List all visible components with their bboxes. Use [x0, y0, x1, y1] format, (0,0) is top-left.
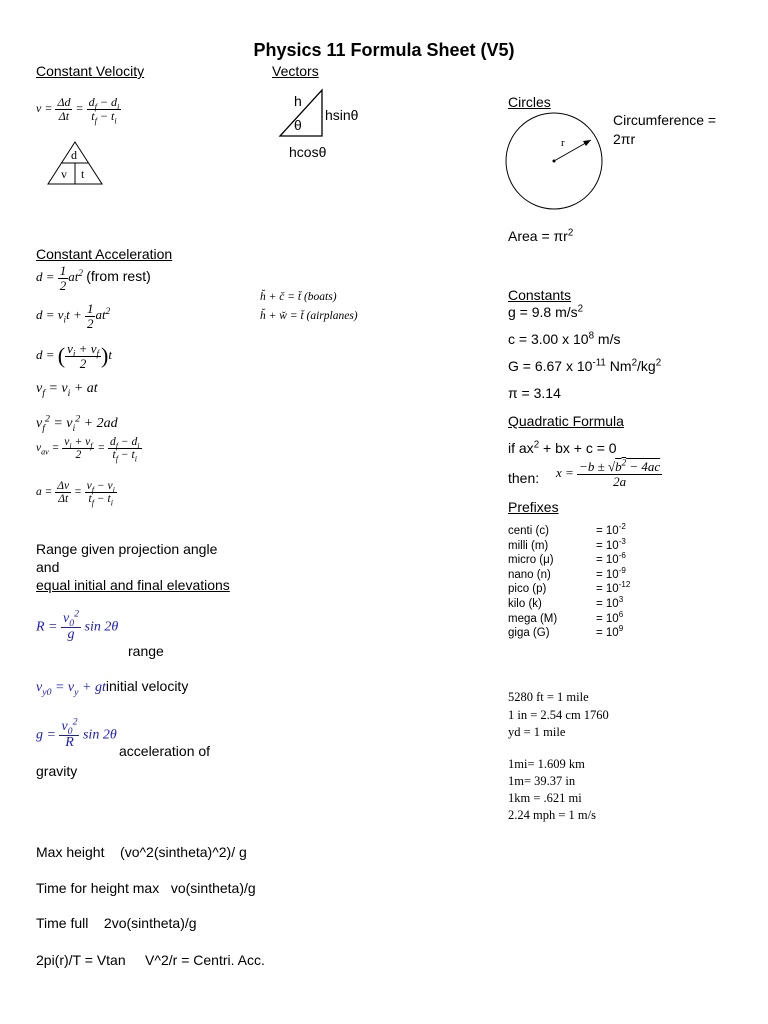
formula-vf-squared: $v_f^2 = v_i^2 + 2ad$ [36, 413, 118, 434]
constant-c-text: c = 3.00 x 10 [508, 331, 589, 347]
range-text-line1: Range given projection angle [36, 541, 218, 557]
formula-gravity: g = $\frac{v_0^2}{R}$ sin 2θ [36, 716, 117, 750]
quadratic-formula: x = $\frac{-b \pm √b^2 - 4ac}{2a}$ [556, 457, 661, 489]
prefix-value-base: = 10 [596, 525, 619, 537]
formula-vav: $v_{av}$ = $\frac{v_i + v_f}{2}$ = $\frac{d_f - d_i}{t_f - t_i}$ [36, 436, 140, 464]
vector-hyp-label: h [294, 93, 302, 109]
formula-d-from-rest: d = $\frac{1}{2}$ $at^2$ (from rest) [36, 263, 151, 293]
gravity-label: gravity [36, 763, 78, 779]
constant-G-unit2-exp: 2 [655, 357, 662, 369]
prefix-value-base: = 10 [596, 612, 619, 625]
page-title: Physics 11 Formula Sheet (V5) [253, 40, 515, 60]
formula-d-average: d = ( $\frac{v_i + v_f}{2}$ )t [36, 341, 112, 371]
constant-G-unit: Nm [605, 358, 632, 374]
triangle-label-d: d [71, 148, 77, 162]
prefix-name: nano (n) [508, 568, 551, 581]
formula-initial-velocity: $v_{y0} = v_y$ + gtinitial velocity [36, 678, 189, 698]
heading-quadratic-formula: Quadratic Formula [508, 413, 624, 429]
prefix-value [596, 624, 624, 640]
vector-angle-label: θ [294, 117, 302, 133]
quadratic-if-line: if $ax^2$ + bx + c = 0 [508, 439, 617, 456]
prefix-value [596, 536, 626, 552]
prefix-value-exp: 3 [618, 595, 624, 605]
prefix-value-base: = 10 [596, 539, 619, 552]
airplanes-label: (airplanes) [306, 310, 358, 322]
constant-G-unit2: /kg [637, 358, 656, 374]
circle-area-exp: 2 [567, 227, 574, 239]
prefix-value-exp: -3 [618, 536, 626, 546]
prefix-value [596, 580, 631, 596]
heading-constant-velocity: Constant Velocity [36, 63, 145, 79]
constant-G [508, 358, 661, 374]
prefix-value-exp: -6 [618, 551, 626, 561]
conversion-item: 1m= 39.37 in [508, 774, 576, 788]
conversion-item: 5280 ft = 1 mile [508, 690, 589, 704]
prefix-value [596, 551, 626, 567]
prefix-value-exp: -2 [618, 522, 626, 532]
triangle-label-t: t [81, 167, 85, 181]
vector-adjacent-label: hcosθ [289, 144, 327, 160]
circle-radius-label: r [561, 137, 565, 149]
accel-of-label: acceleration of [119, 743, 211, 759]
prefix-value [596, 595, 624, 610]
conversion-item: 1mi= 1.609 km [508, 757, 585, 771]
circle-diagram [504, 110, 606, 212]
prefix-name: centi (c) [508, 525, 549, 537]
conversion-item: yd = 1 mile [508, 725, 566, 739]
triangle-label-v: v [61, 167, 67, 181]
circle-area-label: Area = πr [508, 228, 568, 244]
range-text-line2: and [36, 559, 60, 575]
constant-G-exp: -11 [592, 357, 606, 369]
constant-c-exp: 8 [588, 330, 595, 342]
prefix-name: micro (μ) [508, 554, 554, 567]
bottom-line-time-full: Time full 2vo(sintheta)/g [36, 915, 197, 931]
boats-label: (boats) [303, 291, 337, 303]
prefix-name: pico (p) [508, 583, 547, 596]
constant-G-text: G = 6.67 x 10 [508, 358, 593, 374]
prefix-value-exp: -12 [618, 580, 631, 590]
quadratic-if-text: if ax [508, 440, 534, 456]
heading-constant-acceleration: Constant Acceleration [36, 246, 173, 262]
prefix-value-exp: 6 [618, 609, 624, 619]
constant-pi: π = 3.14 [508, 385, 561, 401]
prefix-value-base: = 10 [596, 568, 619, 581]
velocity-formula: v = $\frac{\Delta d}{\Delta t}$ = $\frac{d_f - d_i}{t_f - t_i}$ [36, 95, 120, 125]
prefix-name: giga (G) [508, 627, 550, 640]
prefix-name: milli (m) [508, 539, 549, 552]
constant-c-unit: m/s [594, 331, 621, 347]
formula-range: R = $\frac{v_0^2}{g}$ sin 2θ [36, 608, 119, 642]
formula-d-vi-t: $d = v_it$ + $\frac{1}{2}$ $at^2$ [36, 301, 111, 331]
vector-opposite-label: hsinθ [325, 107, 359, 123]
conversion-item: 2.24 mph = 1 m/s [508, 808, 596, 822]
heading-vectors: Vectors [272, 63, 319, 79]
prefix-value [596, 609, 624, 625]
prefix-value-base: = 10 [596, 583, 619, 596]
heading-constants: Constants [508, 287, 572, 303]
constant-G-unit-exp: 2 [631, 357, 638, 369]
circumference-value: 2πr [613, 131, 636, 147]
vector-triangle-diagram [278, 88, 328, 140]
prefix-value-exp: 9 [618, 624, 624, 634]
prefix-value-base: = 10 [596, 627, 619, 640]
heading-circles: Circles [508, 94, 551, 110]
bottom-line-time-height-max: Time for height max vo(sintheta)/g [36, 880, 256, 896]
formula-vt: $v_f = v_i$ + at [36, 381, 98, 399]
bottom-line-max-height: Max height (vo^2(sintheta)^2)/ g [36, 844, 247, 860]
constant-c [508, 331, 620, 347]
heading-prefixes: Prefixes [508, 499, 559, 515]
bottom-line-centripetal: 2pi(r)/T = Vtan V^2/r = Centri. Acc. [36, 952, 265, 968]
circumference-label: Circumference = [613, 112, 717, 128]
quadratic-if-rest: + bx + c = 0 [539, 440, 617, 456]
prefix-name: mega (M) [508, 612, 558, 625]
constant-g-exp: 2 [577, 303, 584, 315]
initial-velocity-label: initial velocity [105, 678, 189, 694]
formula-airplanes: h̆ + w̆ = t̆ (airplanes) [260, 310, 358, 322]
prefix-value [596, 565, 626, 581]
prefix-value [596, 522, 626, 537]
prefix-value-base: = 10 [596, 598, 619, 610]
constant-g [508, 304, 583, 320]
conversion-item: 1 in = 2.54 cm 1760 [508, 708, 609, 722]
range-text-line3: equal initial and final elevations [36, 577, 230, 593]
formula-boats: h̆ + c̆ = t̆ (boats) [260, 291, 337, 303]
circle-area [508, 228, 573, 244]
quadratic-then-label: then: [508, 470, 540, 486]
formula-a: a = $\frac{\Delta v}{\Delta t}$ = $\frac{v_f - v_i}{t_f - t_i}$ [36, 480, 115, 508]
conversion-item: 1km = .621 mi [508, 791, 582, 805]
constant-g-text: g = 9.8 m/s [508, 304, 578, 320]
prefix-value-exp: -9 [618, 565, 626, 575]
range-label: range [128, 643, 164, 659]
from-rest-label: (from rest) [86, 268, 151, 285]
prefix-value-base: = 10 [596, 554, 619, 567]
prefix-name: kilo (k) [508, 598, 542, 610]
